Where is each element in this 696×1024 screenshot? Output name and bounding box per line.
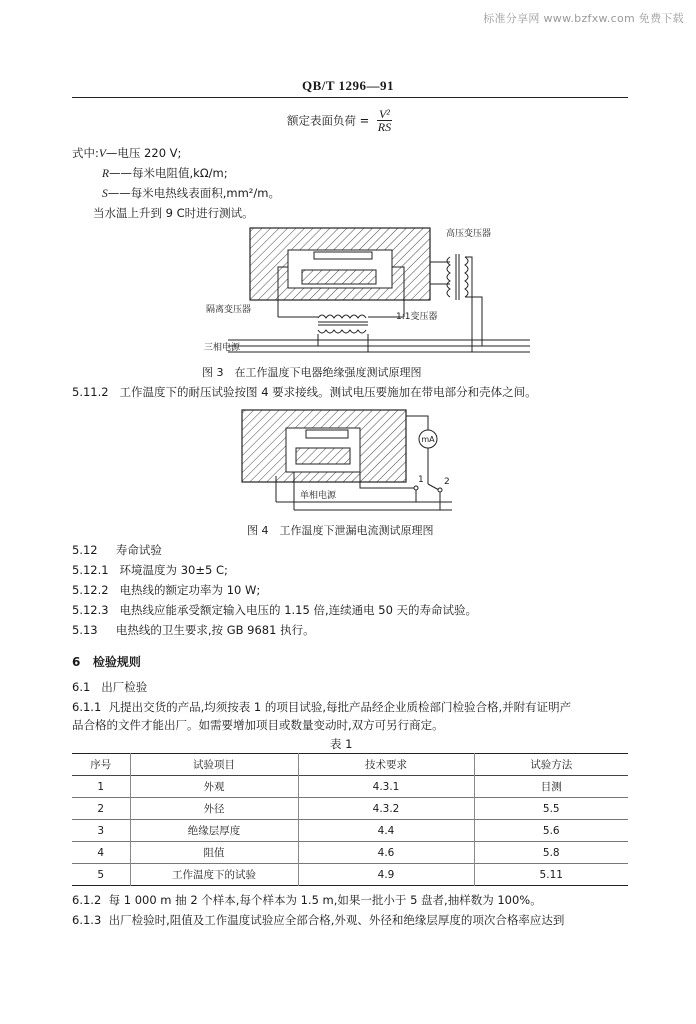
definition-r bbox=[102, 166, 228, 181]
appliance-housing bbox=[250, 228, 430, 300]
clause-text: 电热线的卫生要求,按 GB 9681 执行。 bbox=[115, 623, 315, 637]
clause-number: 6.1.1 bbox=[72, 700, 102, 714]
label-iso-transformer: 隔离变压器 bbox=[206, 305, 252, 315]
clause-text: 工作温度下的耐压试验按图 4 要求接线。测试电压要施加在带电部分和壳体之间。 bbox=[119, 385, 537, 399]
formula-label: 额定表面负荷 = bbox=[287, 113, 370, 128]
switch-contact-2 bbox=[438, 488, 442, 492]
figure-4-caption: 图 4 工作温度下泄漏电流测试原理图 bbox=[247, 524, 434, 537]
table-cell: 5.8 bbox=[474, 842, 628, 864]
label-ratio-transformer: 1:1变压器 bbox=[396, 312, 438, 322]
table-cell: 4.9 bbox=[298, 864, 474, 886]
table-cell: 5 bbox=[97, 868, 105, 881]
table-cell: 4.3.1 bbox=[298, 776, 474, 798]
formula-fraction bbox=[377, 108, 392, 134]
table-cell: 2 bbox=[97, 802, 105, 815]
table-header-row bbox=[72, 754, 628, 776]
table-cell: 目测 bbox=[474, 776, 628, 798]
clause-text: 电热线的额定功率为 10 W; bbox=[119, 583, 261, 597]
clause-text: 电热线应能承受额定输入电压的 1.15 倍,连续通电 50 天的寿命试验。 bbox=[119, 603, 478, 617]
definition-s bbox=[102, 186, 280, 201]
clause-number: 5.12.2 bbox=[72, 583, 109, 597]
label-single-phase-power: 单相电源 bbox=[300, 491, 337, 501]
definition-symbol: V bbox=[98, 148, 106, 160]
definition-v bbox=[72, 146, 181, 161]
high-voltage-transformer bbox=[447, 254, 482, 352]
clause-6-1-2 bbox=[72, 893, 542, 907]
figure-4-diagram bbox=[236, 402, 466, 520]
column-header: 序号 bbox=[90, 759, 112, 771]
table-row bbox=[72, 864, 628, 886]
table-row bbox=[72, 820, 628, 842]
table-cell: 4.6 bbox=[298, 842, 474, 864]
figure-3-diagram bbox=[200, 222, 540, 360]
section-title: 检验规则 bbox=[92, 655, 141, 669]
clause-text: 出厂检验时,阻值及工作温度试验应全部合格,外观、外径和绝缘层厚度的项次合格率应达到 bbox=[108, 913, 565, 927]
three-phase-lines bbox=[228, 334, 530, 352]
table-row bbox=[72, 842, 628, 864]
section-number: 6 bbox=[72, 655, 81, 669]
table-cell: 外观 bbox=[130, 776, 298, 798]
table-cell: 阻值 bbox=[130, 842, 298, 864]
clause-text: 凡提出交货的产品,均须按表 1 的项目试验,每批产品经企业质检部门检验合格,并附有证明产 bbox=[108, 700, 572, 714]
table-1-title: 表 1 bbox=[330, 737, 353, 751]
watermark: 标准分享网 www.bzfxw.com 免费下载 bbox=[483, 12, 684, 25]
clause-text: 出厂检验 bbox=[101, 680, 148, 694]
isolation-transformer-coils bbox=[318, 315, 368, 333]
clause-number: 5.12 bbox=[72, 543, 98, 557]
formula-denominator: RS bbox=[377, 120, 392, 134]
clause-text: 每 1 000 m 抽 2 个样本,每个样本为 1.5 m,如果一批小于 5 盘者,抽样数为 100%。 bbox=[108, 893, 542, 907]
column-header: 技术要求 bbox=[298, 754, 474, 776]
header-rule bbox=[72, 97, 628, 98]
table-cell: 5.11 bbox=[474, 864, 628, 886]
table-row bbox=[72, 776, 628, 798]
clause-5-12-3 bbox=[72, 603, 477, 617]
clause-number: 5.12.1 bbox=[72, 563, 109, 577]
formula-numerator: V² bbox=[378, 107, 390, 121]
standard-number-header: QB/T 1296—91 bbox=[301, 78, 395, 93]
clause-text: 环境温度为 30±5 C; bbox=[119, 563, 228, 577]
table-cell: 4.3.2 bbox=[298, 798, 474, 820]
clause-number: 6.1.2 bbox=[72, 893, 102, 907]
column-header: 试验项目 bbox=[130, 754, 298, 776]
switch-contact-1 bbox=[414, 486, 418, 490]
table-cell: 5.5 bbox=[474, 798, 628, 820]
clause-5-13 bbox=[72, 623, 315, 637]
clause-5-12-2 bbox=[72, 583, 260, 597]
clause-number: 6.1 bbox=[72, 680, 91, 694]
column-header: 试验方法 bbox=[474, 754, 628, 776]
clause-5-11-2 bbox=[72, 385, 537, 399]
clause-6-1-3 bbox=[72, 913, 564, 927]
label-three-phase-power: 三相电源 bbox=[204, 343, 241, 353]
table-cell: 5.6 bbox=[474, 820, 628, 842]
table-cell: 工作温度下的试验 bbox=[130, 864, 298, 886]
clause-5-12 bbox=[72, 543, 162, 557]
switch-label-1: 1 bbox=[418, 475, 424, 485]
clause-number: 5.11.2 bbox=[72, 385, 109, 399]
table-row bbox=[72, 798, 628, 820]
table-cell: 1 bbox=[97, 780, 105, 793]
clause-6-1-1-continued: 品合格的文件才能出厂。如需要增加项目或数量变动时,双方可另行商定。 bbox=[72, 718, 444, 732]
definition-symbol: S bbox=[102, 188, 108, 200]
switch-label-2: 2 bbox=[444, 477, 450, 487]
section-6-heading bbox=[72, 653, 141, 670]
table-1 bbox=[72, 753, 628, 886]
definition-symbol: R bbox=[102, 168, 110, 180]
table-cell: 外径 bbox=[130, 798, 298, 820]
rated-surface-load-formula bbox=[287, 108, 392, 134]
definition-lead: 式中: bbox=[72, 146, 99, 160]
definition-text: —电压 220 V; bbox=[105, 146, 182, 160]
milliammeter-label: mA bbox=[421, 435, 435, 444]
table-cell: 绝缘层厚度 bbox=[130, 820, 298, 842]
clause-number: 5.12.3 bbox=[72, 603, 109, 617]
water-temperature-note: 当水温上升到 9 C时进行测试。 bbox=[93, 206, 254, 220]
clause-number: 6.1.3 bbox=[72, 913, 102, 927]
label-hv-transformer: 高压变压器 bbox=[446, 229, 492, 239]
clause-number: 5.13 bbox=[72, 623, 98, 637]
definition-text: ——每米电阻值,kΩ/m; bbox=[109, 166, 228, 180]
definition-text: ——每米电热线表面积,mm²/m。 bbox=[107, 186, 280, 200]
clause-6-1-1 bbox=[72, 700, 571, 714]
figure-3-caption: 图 3 在工作温度下电器绝缘强度测试原理图 bbox=[202, 366, 422, 379]
table-cell: 3 bbox=[97, 824, 105, 837]
table-cell: 4 bbox=[97, 846, 105, 859]
clause-6-1 bbox=[72, 680, 147, 694]
appliance-housing bbox=[242, 410, 406, 482]
table-cell: 4.4 bbox=[298, 820, 474, 842]
clause-text: 寿命试验 bbox=[115, 543, 162, 557]
clause-5-12-1 bbox=[72, 563, 228, 577]
